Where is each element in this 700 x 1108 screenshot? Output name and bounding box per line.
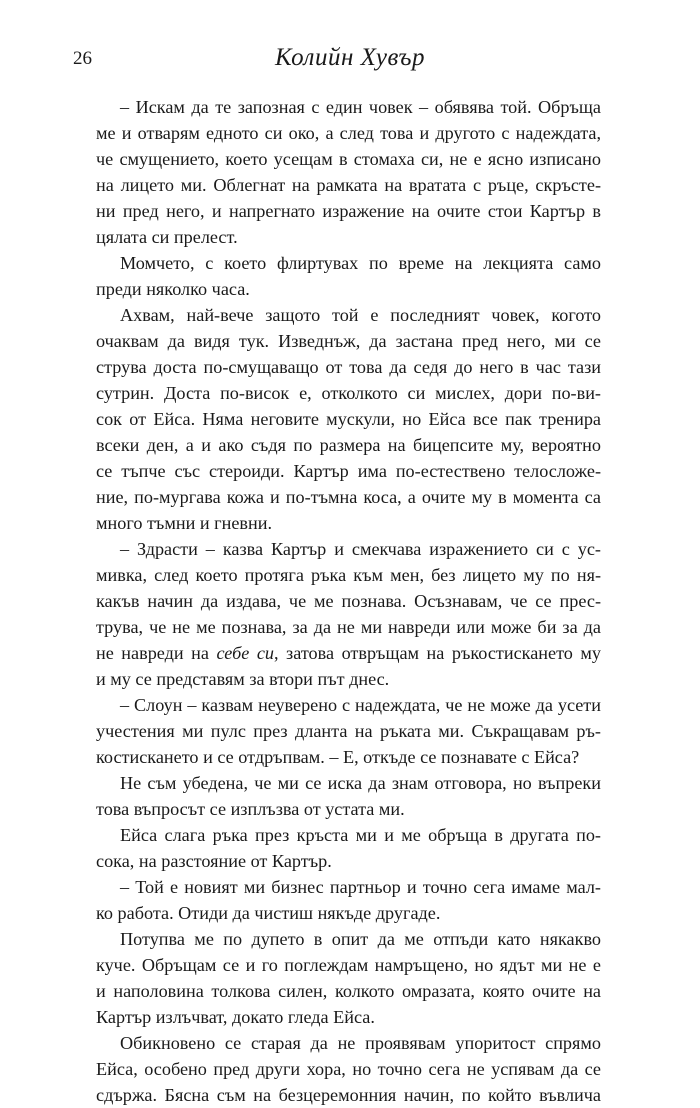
text-line: че смущението, което усещам в стомаха си, не е ясно изписано [96,149,601,169]
text-line: и му се представям за втори път днес. [96,669,390,689]
paragraph [96,94,601,250]
text-line: – Искам да те запозная с един човек – обявява той. Обръща [120,97,601,117]
text-line: костискането и се отдръпвам. – Е, откъде се познавате с Ейса? [96,747,580,767]
running-head-author: Колийн Хувър [275,44,425,71]
page-number: 26 [73,48,92,69]
text-line: – Здрасти – казва Картър и смекчава изражението си с ус- [120,539,601,559]
text-line: сока, на разстояние от Картър. [96,851,332,871]
text-line: и наполовина толкова силен, колкото омразата, която очите на [96,981,601,1001]
text-line: сутрин. Доста по-висок е, отколкото си мислех, дори по-ви- [96,383,601,403]
text-line: много тъмни и гневни. [96,513,273,533]
text-line: Момчето, с което флиртувах по време на лекцията само [120,253,601,273]
text-line: Картър излъчват, докато гледа Ейса. [96,1007,375,1027]
text-line: това въпросът се изплъзва от устата ми. [96,799,405,819]
text-line: сдържа. Бясна съм на безцеремонния начин, по който въвлича [96,1085,601,1105]
text-line: не навреди на себе си, затова отвръщам на ръкостискането му [96,643,601,663]
text-line: учестения ми пулс през дланта на ръката ми. Съкращавам ръ- [96,721,601,741]
text-line: сок от Ейса. Няма неговите мускули, но Ейса все пак тренира [96,409,601,429]
paragraph [96,822,601,874]
text-line: очаквам да видя тук. Изведнъж, да застана пред него, ми се [96,331,601,351]
paragraph [96,1030,601,1108]
text-line: трува, че не ме познава, за да не ми навреди или може би за да [96,617,601,637]
text-line: се тъпче със стероиди. Картър има по-естествено телосложе- [96,461,601,481]
text-line: ко работа. Отиди да чистиш някъде другаде. [96,903,441,923]
text-line: куче. Обръщам се и го поглеждам намръщено, но ядът ми не е [96,955,601,975]
paragraph [96,302,601,536]
text-line: мивка, след което протяга ръка към мен, без лицето му по ня- [96,565,601,585]
text-line: всеки ден, а и ако съдя по размера на бицепсите му, вероятно [96,435,601,455]
paragraph [96,536,601,692]
paragraph [96,692,601,770]
text-line: Ахвам, най-вече защото той е последният човек, когото [120,305,601,325]
text-line: цялата си прелест. [96,227,238,247]
text-line: Ейса, особено пред други хора, но точно сега не успявам да се [96,1059,601,1079]
text-line: Потупва ме по дупето в опит да ме отпъди като някакво [120,929,601,949]
text-line: – Слоун – казвам неуверено с надеждата, че не може да усети [120,695,601,715]
paragraph [96,926,601,1030]
paragraph [96,874,601,926]
paragraph [96,250,601,302]
text-line: Ейса слага ръка през кръста ми и ме обръща в другата по- [120,825,601,845]
text-line: преди няколко часа. [96,279,250,299]
text-line: ме и отварям едното си око, а след това и другото с надеждата, [96,123,601,143]
text-line: струва доста по-смущаващо от това да седя до него в час тази [96,357,601,377]
text-line: какъв начин да издава, че ме познава. Осъзнавам, че се прес- [96,591,601,611]
text-line: на лицето ми. Облегнат на рамката на вратата с ръце, скръсте- [96,175,601,195]
text-line: Обикновено се старая да не проявявам упоритост спрямо [120,1033,601,1053]
text-line: ни пред него, и напрегнато изражение на очите стои Картър в [96,201,601,221]
text-line: Не съм убедена, че ми се иска да знам отговора, но въпреки [120,773,601,793]
paragraph [96,770,601,822]
body-text [96,94,601,1108]
text-line: ние, по-мургава кожа и по-тъмна коса, а очите му в момента са [96,487,601,507]
text-line: – Той е новият ми бизнес партньор и точно сега имаме мал- [120,877,601,897]
